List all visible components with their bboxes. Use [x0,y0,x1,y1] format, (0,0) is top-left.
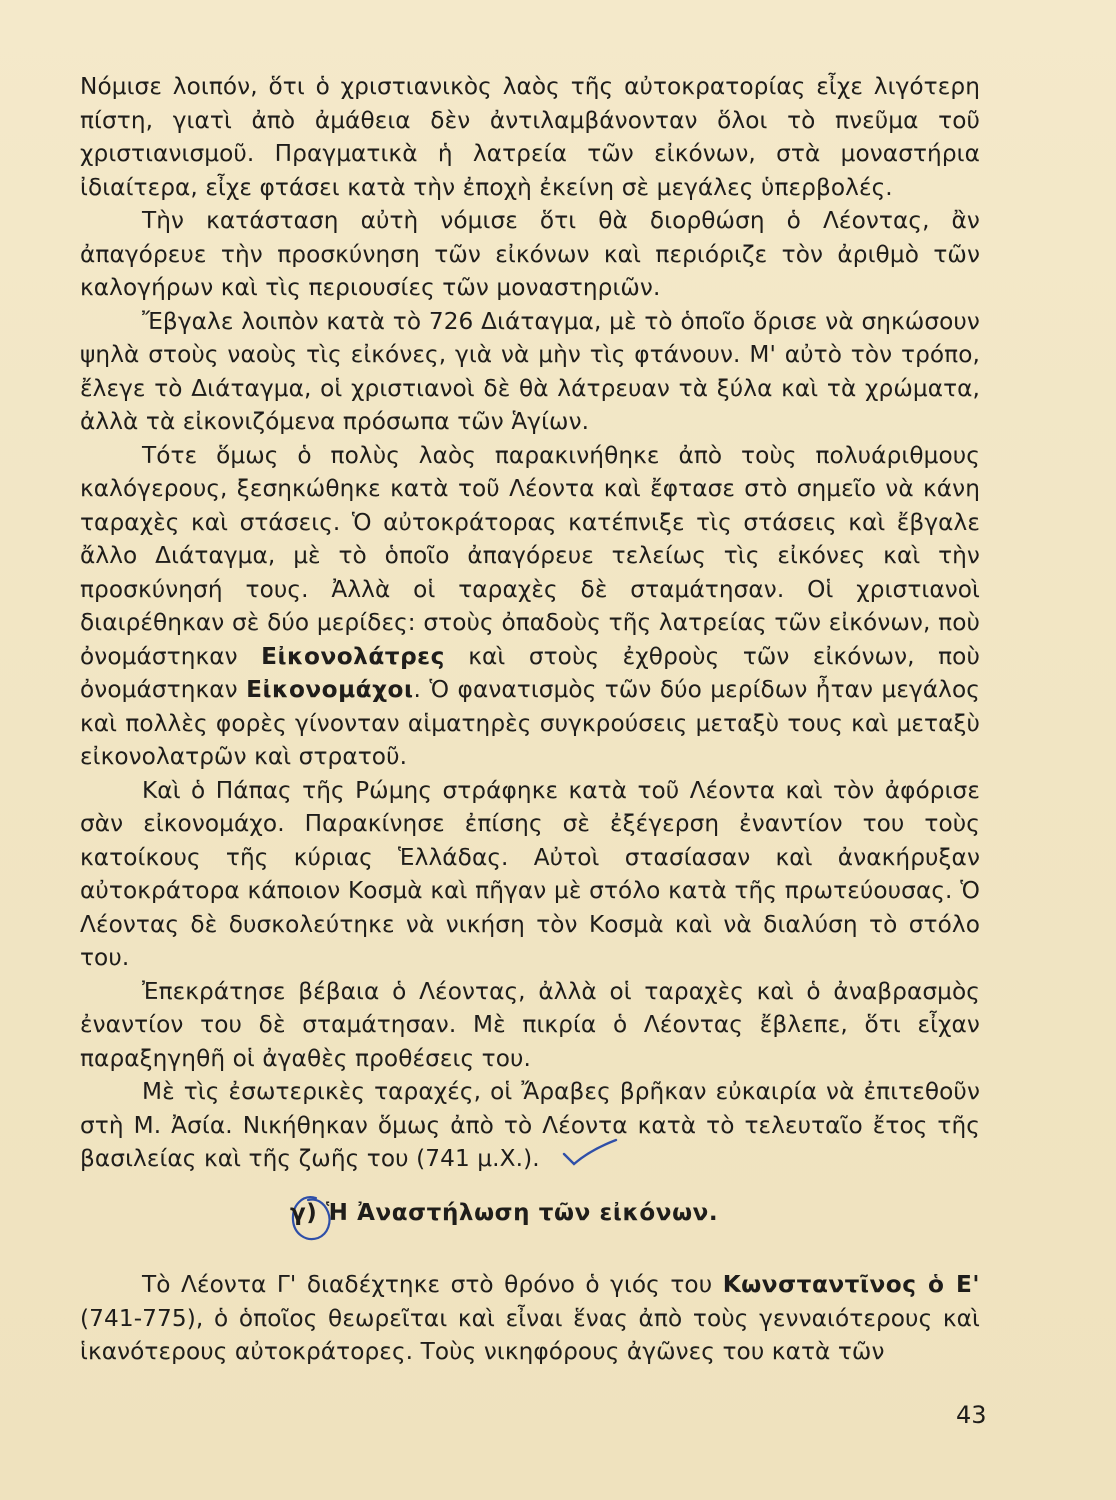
paragraph-1: Νόμισε λοιπόν, ὅτι ὁ χριστιανικὸς λαὸς τῆς αὐτοκρατορίας εἶχε λιγότερη πίστη, γιατὶ ἀπὸ ἀμάθεια δὲν ἀντιλαμβάνονταν ὅλοι τὸ πνεῦμα τοῦ χριστιανισμοῦ. Πραγματικὰ ἡ λατρεία τῶν εἰκόνων, στὰ μοναστήρια ἰδιαίτερα, εἶχε φτάσει κατὰ τὴν ἐποχὴ ἐκείνη σὲ μεγάλες ὑπερβολές. [80,73,980,201]
paragraph-6: Ἐπεκράτησε βέβαια ὁ Λέοντας, ἀλλὰ οἱ ταραχὲς καὶ ὁ ἀναβρασμὸς ἐναντίον του δὲ σταμάτησαν. Μὲ πικρία ὁ Λέοντας ἔβλεπε, ὅτι εἶχαν παραξηγηθῆ οἱ ἀγαθὲς προθέσεις του. [80,977,980,1072]
page-number: 43 [956,1401,987,1429]
section-text [80,1268,980,1369]
section-paragraph [80,1268,980,1369]
paragraph-4 [80,439,980,774]
paragraph-4-part-1: Τότε ὅμως ὁ πολὺς λαὸς παρακινήθηκε ἀπὸ τοὺς πολυάριθμους καλόγερους, ξεσηκώθηκε κατὰ τοῦ Λέοντα καὶ ἔφτασε στὸ σημεῖο νὰ κάνη ταραχὲς καὶ στάσεις. Ὁ αὐτοκράτορας κατέπνιξε τὶς στάσεις καὶ ἔβγαλε ἄλλο Διάταγμα, μὲ τὸ ὁποῖο ἀπαγόρευε τελείως τὶς εἰκόνες καὶ τὴν προσκύνησή τους. Ἀλλὰ οἱ ταραχὲς δὲ σταμάτησαν. Οἱ χριστιανοὶ διαιρέθηκαν σὲ δύο μερίδες: στοὺς ὀπαδοὺς τῆς λατρείας τῶν εἰκόνων, ποὺ ὀνομάστηκαν [80,441,980,670]
section-heading [290,1196,890,1230]
handwritten-checkmark [560,1134,620,1172]
term-eikonolatres: Εἰκονολάτρες [261,642,445,670]
paragraph-7: Μὲ τὶς ἐσωτερικὲς ταραχές, οἱ Ἄραβες βρῆκαν εὐκαιρία νὰ ἐπιτεθοῦν στὴ Μ. Ἀσία. Νικήθηκαν ὅμως ἀπὸ τὸ Λέοντα κατὰ τὸ τελευταῖο ἔτος τῆς βασιλείας καὶ τῆς ζωῆς του (741 μ.Χ.). [80,1078,980,1172]
paragraph-4-part-2: καὶ στοὺς ἐχθροὺς τῶν εἰκόνων, ποὺ ὀνομάστηκαν [80,642,980,703]
section-letter: γ) [290,1200,318,1226]
section-title: Ἡ Ἀναστήλωση τῶν εἰκόνων. [326,1200,719,1226]
paragraph-4-part-3: . Ὁ φανατισμὸς τῶν δύο μερίδων ἦταν μεγάλος καὶ πολλὲς φορὲς γίνονταν αἱματηρὲς συγκρούσεις μεταξὺ τους καὶ μεταξὺ εἰκονολατρῶν καὶ στρατοῦ. [80,676,980,770]
section-paragraph-part-1: Τὸ Λέοντα Γ' διαδέχτηκε στὸ θρόνο ὁ γιός του [142,1271,713,1298]
term-konstantinos: Κωνσταντῖνος ὁ Ε' [722,1271,980,1298]
main-text [80,70,980,1176]
paragraph-5: Καὶ ὁ Πάπας τῆς Ρώμης στράφηκε κατὰ τοῦ Λέοντα καὶ τὸν ἀφόρισε σὰν εἰκονομάχο. Παρακίνησε ἐπίσης σὲ ἐξέγερση ἐναντίον του τοὺς κατοίκους τῆς κύριας Ἑλλάδας. Αὐτοὶ στασίασαν καὶ ἀνακήρυξαν αὐτοκράτορα κάποιον Κοσμὰ καὶ πῆγαν μὲ στόλο κατὰ τῆς πρωτεύουσας. Ὁ Λέοντας δὲ δυσκολεύτηκε νὰ νικήση τὸν Κοσμὰ καὶ νὰ διαλύση τὸ στόλο του. [80,776,980,971]
paragraph-2: Τὴν κατάσταση αὐτὴ νόμισε ὅτι θὰ διορθώση ὁ Λέοντας, ἂν ἀπαγόρευε τὴν προσκύνηση τῶν εἰκόνων καὶ περιόριζε τὸν ἀριθμὸ τῶν καλογήρων καὶ τὶς περιουσίες τῶν μοναστηριῶν. [80,207,980,301]
section-paragraph-part-2: (741-775), ὁ ὁποῖος θεωρεῖται καὶ εἶναι ἕνας ἀπὸ τοὺς γενναιότερους καὶ ἱκανότερους αὐτοκράτορες. Τοὺς νικηφόρους ἀγῶνες του κατὰ τῶν [80,1304,980,1365]
term-eikonomachoi: Εἰκονομάχοι [246,676,414,703]
paragraph-3: Ἔβγαλε λοιπὸν κατὰ τὸ 726 Διάταγμα, μὲ τὸ ὁποῖο ὅρισε νὰ σηκώσουν ψηλὰ στοὺς ναοὺς τὶς εἰκόνες, γιὰ νὰ μὴν τὶς φτάνουν. Μ' αὐτὸ τὸν τρόπο, ἔλεγε τὸ Διάταγμα, οἱ χριστιανοὶ δὲ θὰ λάτρευαν τὰ ξύλα καὶ τὰ χρώματα, ἀλλὰ τὰ εἰκονιζόμενα πρόσωπα τῶν Ἁγίων. [80,307,980,435]
